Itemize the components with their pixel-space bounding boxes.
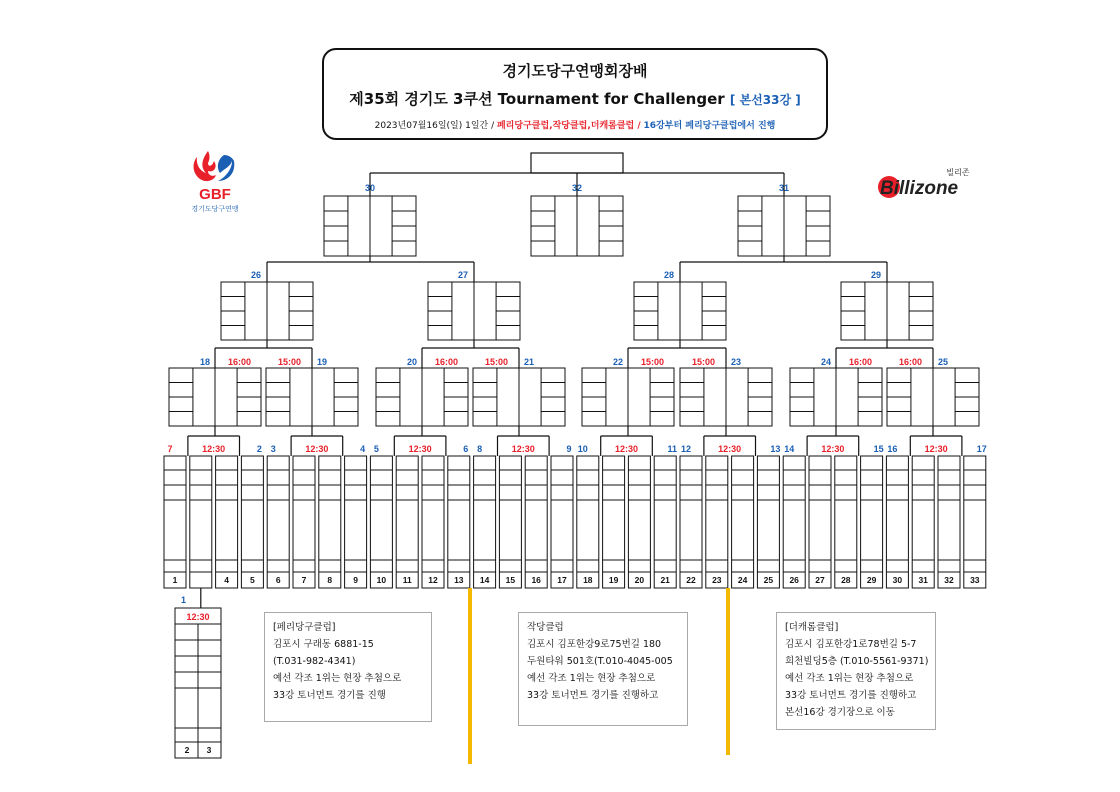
venue1-line: 33강 토너먼트 경기를 진행 xyxy=(273,690,386,701)
bracket-column xyxy=(499,456,521,588)
title-tag: [ 본선33강 ] xyxy=(729,93,801,107)
match-number: 1 xyxy=(181,595,187,605)
match-number: 7 xyxy=(167,444,173,454)
seed-number: 27 xyxy=(815,575,825,585)
bracket-column xyxy=(654,456,676,588)
venue3-line: 33강 토너먼트 경기를 진행하고 xyxy=(785,690,917,701)
match-number: 22 xyxy=(612,357,624,367)
match-number: 12 xyxy=(680,444,692,454)
seed-number: 10 xyxy=(376,575,387,585)
bracket-column xyxy=(938,456,960,588)
match-time: 16:00 xyxy=(899,357,923,367)
match-number: 9 xyxy=(566,444,572,454)
seed-number: 24 xyxy=(737,575,748,585)
match-number: 24 xyxy=(820,357,832,367)
seed-number: 18 xyxy=(583,575,593,585)
bracket-column xyxy=(396,456,418,588)
match-time: 16:00 xyxy=(434,357,458,367)
seed-number: 14 xyxy=(479,575,490,585)
bracket-column xyxy=(345,456,367,588)
match-number: 29 xyxy=(870,270,882,280)
match-time: 15:00 xyxy=(278,357,302,367)
bracket-column xyxy=(577,456,599,588)
bracket-column xyxy=(422,456,444,588)
match-number: 13 xyxy=(770,444,781,454)
venue1-line: [페리당구클럽] xyxy=(273,622,336,633)
seed-number: 19 xyxy=(608,575,619,585)
bracket-column xyxy=(964,456,986,588)
seed-number: 2 xyxy=(184,745,190,755)
seed-number: 11 xyxy=(402,575,412,585)
event-note: 16강부터 페리당구클럽에서 진행 xyxy=(643,121,776,131)
match-number: 27 xyxy=(457,270,469,280)
seed-number: 17 xyxy=(557,575,567,585)
match-number: 26 xyxy=(250,270,262,280)
bracket-column xyxy=(241,456,263,588)
match-time: 15:00 xyxy=(692,357,716,367)
match-number: 32 xyxy=(571,183,583,193)
seed-number: 1 xyxy=(172,575,178,585)
venue-box-1 xyxy=(264,612,432,722)
bracket-column xyxy=(809,456,831,588)
bracket-column xyxy=(551,456,573,588)
bracket-column xyxy=(835,456,857,588)
final-result-box xyxy=(531,153,623,173)
bracket-column xyxy=(732,456,754,588)
gbf-subtext: 경기도당구연맹 xyxy=(191,205,239,213)
bracket-column xyxy=(164,456,186,588)
seed-number: 26 xyxy=(789,575,799,585)
seed-number: 32 xyxy=(944,575,954,585)
match-time: 12:30 xyxy=(202,444,226,454)
billizone-text: Billizone xyxy=(880,178,959,199)
match-number: 15 xyxy=(873,444,884,454)
match-number: 19 xyxy=(316,357,328,367)
match-time: 16:00 xyxy=(227,357,251,367)
venue2-line: 작당클럽 xyxy=(527,622,564,633)
seed-number: 23 xyxy=(712,575,722,585)
bracket-column xyxy=(706,456,728,588)
seed-number: 16 xyxy=(531,575,541,585)
match-time: 12:30 xyxy=(614,444,639,454)
seed-number: 8 xyxy=(327,575,333,585)
match-number: 30 xyxy=(364,183,376,193)
match-number: 23 xyxy=(730,357,742,367)
bracket-column xyxy=(267,456,289,588)
venue2-line: 33강 토너먼트 경기를 진행하고 xyxy=(527,690,659,701)
match-time: 12:30 xyxy=(924,444,948,454)
venue-box-2 xyxy=(518,612,688,726)
bracket-column xyxy=(293,456,315,588)
match-time: 12:30 xyxy=(718,444,742,454)
match-number: 5 xyxy=(373,444,379,454)
match-time: 12:30 xyxy=(305,444,329,454)
match-time: 15:00 xyxy=(485,357,509,367)
seed-number: 15 xyxy=(505,575,516,585)
venue2-line: 두원타워 501호(T.010-4045-005 xyxy=(527,656,673,667)
bracket-column xyxy=(448,456,470,588)
bracket-column xyxy=(680,456,702,588)
venue3-line: 본선16강 경기장으로 이동 xyxy=(785,707,895,718)
bracket-column xyxy=(525,456,547,588)
match-time: 15:00 xyxy=(640,357,664,367)
match-time: 12:30 xyxy=(511,444,535,454)
gbf-text: GBF xyxy=(199,186,231,203)
match-number: 28 xyxy=(663,270,675,280)
seed-number: 5 xyxy=(250,575,255,585)
match-time: 12:30 xyxy=(186,612,210,622)
match-number: 6 xyxy=(463,444,469,454)
bracket-column xyxy=(861,456,883,588)
match-number: 20 xyxy=(406,357,418,367)
match-number: 14 xyxy=(784,444,795,454)
match-number: 4 xyxy=(360,444,366,454)
bracket-column xyxy=(216,456,238,588)
event-date: 2023년07월16일(일) 1일간 / xyxy=(374,121,495,131)
seed-number: 9 xyxy=(353,575,358,585)
seed-number: 22 xyxy=(686,575,696,585)
seed-number: 6 xyxy=(275,575,281,585)
event-clubs: 페리당구클럽,작당클럽,더캐롬클럽 / xyxy=(496,121,641,131)
seed-number: 3 xyxy=(206,745,212,755)
bracket-column xyxy=(603,456,625,588)
seed-number: 29 xyxy=(866,575,877,585)
bracket-column xyxy=(370,456,392,588)
match-time: 16:00 xyxy=(848,357,872,367)
match-number: 18 xyxy=(199,357,211,367)
seed-number: 25 xyxy=(763,575,774,585)
match-number: 16 xyxy=(887,444,898,454)
seed-number: 28 xyxy=(841,575,851,585)
match-time: 12:30 xyxy=(821,444,845,454)
match-number: 31 xyxy=(778,183,790,193)
billizone-small-text: 빌리존 xyxy=(946,168,970,177)
match-number: 8 xyxy=(477,444,483,454)
seed-number: 12 xyxy=(428,575,438,585)
seed-number: 33 xyxy=(970,575,980,585)
seed-number: 4 xyxy=(224,575,229,585)
bracket-column xyxy=(319,456,341,588)
seed-number: 30 xyxy=(892,575,903,585)
match-number: 21 xyxy=(523,357,535,367)
venue1-line: (T.031-982-4341) xyxy=(273,656,356,667)
match-number: 10 xyxy=(577,444,588,454)
seed-number: 7 xyxy=(301,575,307,585)
match-number: 17 xyxy=(976,444,987,454)
title-main: 제35회 경기도 3쿠션 Tournament for Challenger xyxy=(349,90,725,108)
bracket-column xyxy=(474,456,496,588)
bracket-column xyxy=(783,456,805,588)
match-number: 11 xyxy=(667,444,677,454)
match-number: 2 xyxy=(256,444,262,454)
match-number: 3 xyxy=(270,444,276,454)
bracket-column xyxy=(912,456,934,588)
seed-number: 31 xyxy=(918,575,928,585)
bracket-column xyxy=(886,456,908,588)
venue2-line: 김포시 김포한강9로75번길 180 xyxy=(527,639,662,650)
seed-number: 21 xyxy=(660,575,670,585)
venue3-line: 희천빌딩5층 (T.010-5561-9371) xyxy=(785,656,929,667)
seed-number: 20 xyxy=(634,575,645,585)
bracket-column xyxy=(757,456,779,588)
title-line1: 경기도당구연맹회장배 xyxy=(502,62,648,80)
venue1-line: 예선 각조 1위는 현장 추첨으로 xyxy=(273,673,402,684)
bracket-column xyxy=(628,456,650,588)
match-time: 12:30 xyxy=(408,444,432,454)
venue1-line: 김포시 구래동 6881-15 xyxy=(273,639,374,650)
venue-box-3 xyxy=(776,612,936,730)
venue3-line: 김포시 김포한강1로78번길 5-7 xyxy=(785,639,917,650)
seed-number: 13 xyxy=(454,575,464,585)
venue3-line: [더캐롬클럽] xyxy=(785,622,839,633)
match-number: 25 xyxy=(937,357,949,367)
venue3-line: 예선 각조 1위는 현장 추첨으로 xyxy=(785,673,914,684)
bracket-column xyxy=(190,456,212,588)
venue2-line: 예선 각조 1위는 현장 추첨으로 xyxy=(527,673,656,684)
